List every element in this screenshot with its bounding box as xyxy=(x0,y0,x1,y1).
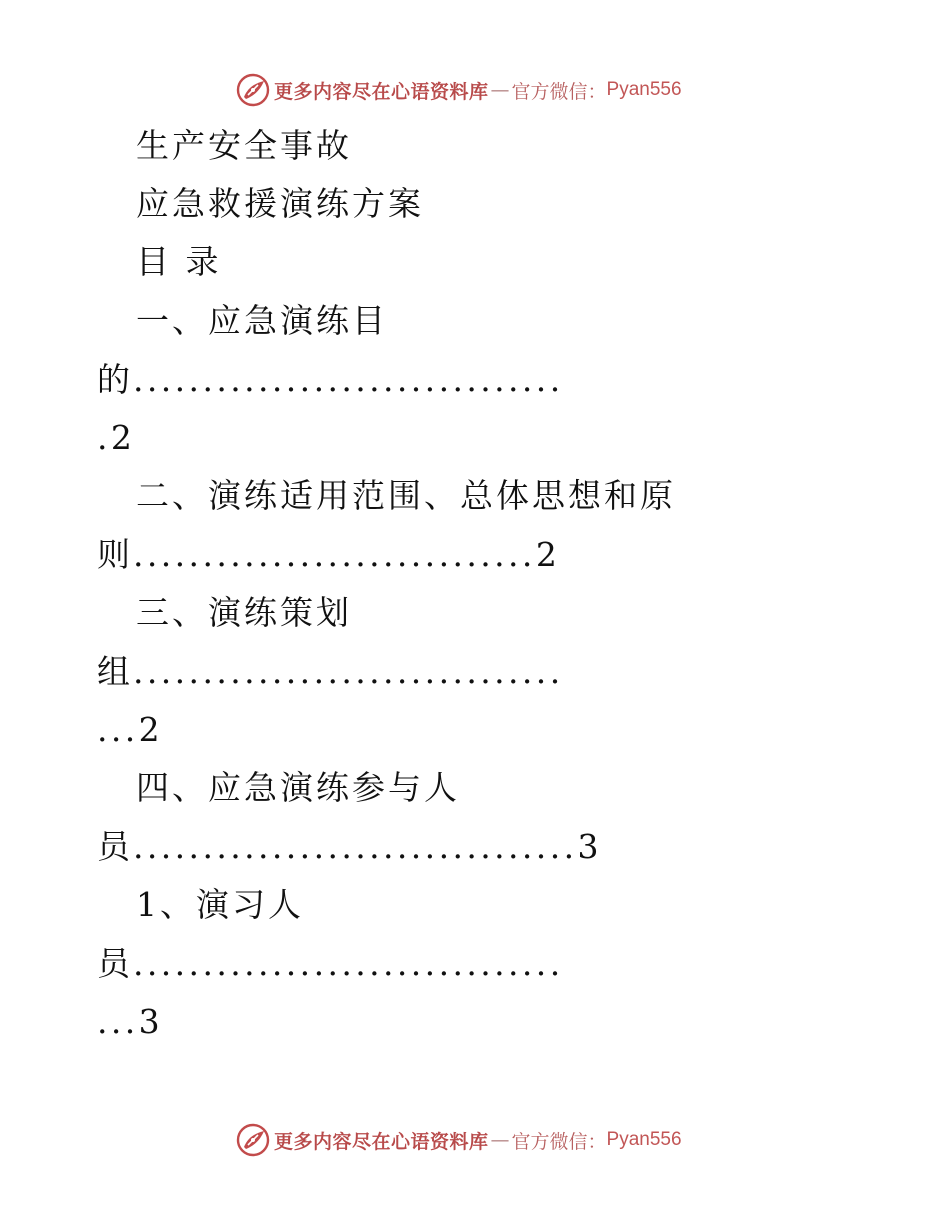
toc-entry-dots: . xyxy=(97,418,111,457)
toc-entry-lead: 员 xyxy=(97,827,133,866)
toc-entry-dots: ............................... xyxy=(133,944,564,983)
title-line-2: 应急救援演练方案 xyxy=(136,184,424,223)
watermark-banner-bottom xyxy=(236,1122,716,1158)
toc-entry-leader-line xyxy=(97,535,560,575)
toc-entry-heading: 四、应急演练参与人 xyxy=(136,768,460,807)
toc-entry-page: 2 xyxy=(535,535,560,574)
toc-entry-dots: ............................... xyxy=(133,652,564,691)
toc-entry-dots: ............................... xyxy=(133,360,564,399)
banner-wechat-id: Pyan556 xyxy=(606,1129,682,1150)
toc-entry-heading: 一、应急演练目 xyxy=(136,301,388,340)
toc-entry-page: 3 xyxy=(138,1002,163,1041)
toc-entry-page-line xyxy=(97,1002,163,1042)
toc-entry-dots: ... xyxy=(97,710,139,749)
banner-separator: — xyxy=(490,1129,510,1151)
toc-entry-lead: 组 xyxy=(97,652,133,691)
banner-wechat-label: 官方微信： xyxy=(511,80,607,103)
toc-entry-leader-line xyxy=(97,944,564,984)
toc-entry-page-line xyxy=(97,418,135,458)
banner-wechat-id: Pyan556 xyxy=(606,79,682,100)
banner-main-text: 更多内容尽在心语资料库 xyxy=(274,1130,489,1153)
toc-entry-heading: 二、演练适用范围、总体思想和原 xyxy=(136,476,676,515)
toc-entry-page: 3 xyxy=(577,827,602,866)
toc-entry-heading: 1、演习人 xyxy=(136,885,304,924)
toc-heading: 目 录 xyxy=(136,242,222,281)
banner-wechat-label: 官方微信： xyxy=(511,1130,607,1153)
toc-entry-heading: 三、演练策划 xyxy=(136,593,352,632)
toc-entry-leader-line xyxy=(97,827,601,867)
banner-main-text: 更多内容尽在心语资料库 xyxy=(274,80,489,103)
toc-entry-leader-line xyxy=(97,360,564,400)
title-line-1: 生产安全事故 xyxy=(136,126,352,165)
toc-entry-dots: ... xyxy=(97,1002,139,1041)
toc-entry-page: 2 xyxy=(138,710,163,749)
watermark-banner-top xyxy=(236,72,716,108)
banner-separator: — xyxy=(490,79,510,101)
toc-entry-lead: 的 xyxy=(97,360,133,399)
toc-entry-lead: 员 xyxy=(97,944,133,983)
toc-entry-lead: 则 xyxy=(97,535,133,574)
toc-entry-page: 2 xyxy=(110,418,135,457)
pen-nib-logo-icon xyxy=(236,73,270,107)
pen-nib-logo-icon xyxy=(236,1123,270,1157)
toc-entry-page-line xyxy=(97,710,163,750)
toc-entry-dots: ................................ xyxy=(133,827,578,866)
toc-entry-dots: ............................. xyxy=(133,535,536,574)
toc-entry-leader-line xyxy=(97,652,564,692)
